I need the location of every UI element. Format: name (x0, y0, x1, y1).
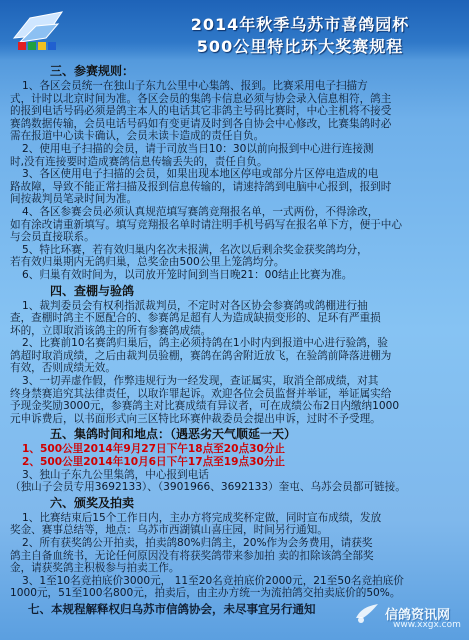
rule-line: 终身禁赛追究其法律责任，以取诈罪起诉。欢迎各位会员监督并举证，举证属实给 (10, 387, 392, 400)
rule-line: 与会员直接联系。 (10, 231, 95, 244)
section-rules-text (10, 80, 462, 282)
rule-line: 间按裁判员笔录时间为准。 (10, 193, 138, 206)
rule-line: 3、1至10名竞拍底价3000元， 11至20名竞拍底价2000元，21至50名竞拍底价 (22, 574, 404, 587)
header-band (0, 0, 469, 60)
rule-line: 元申诉费后，以书面形式向三区特比环赛仲裁委员会提出申诉，过时不予受理。 (10, 412, 381, 425)
rule-line: 若有效归巢期内无鸽归巢，总奖金由500公里上笼鸽均分。 (10, 256, 285, 269)
rule-line: 的报到电话号码必须是鸽主本人的电话其它非鸽主号码比赛时，中心主机将不接受 (10, 105, 392, 118)
schedule-line: 3、独山子东九公里集鸽，中心报到电话 (22, 468, 209, 481)
section-heading-schedule: 五、集鸽时间和地点：（遇恶劣天气顺延一天） (50, 427, 297, 442)
section-awards-text (10, 512, 462, 600)
rule-line: 予现金奖励3000元，参赛鸽主对比赛成绩有异议者，可在成绩公布2日内缴纳1000 (10, 400, 400, 413)
closing-note: 七、本规程解释权归乌苏市信鸽协会，未尽事宜另行通知 (28, 601, 316, 616)
rule-line: 有效，否则成绩无效。 (10, 362, 116, 375)
rule-line: 式，计时以北京时间为准。各区会员的集鸽卡信息必须与协会录入信息相符，鸽主 (10, 92, 392, 105)
rule-line: 4、各区参赛会员必须认真规范填写赛鸽竞翔报名单，一式两份，不得涂改， (22, 205, 379, 218)
rule-line: 鸽超时取消成绩，之后由裁判员验棚，赛鸽在鸽舍附近放飞，在验鸽前降落进棚为 (10, 349, 392, 362)
rule-line: 3、各区使用电子扫描的会员，如果出现本地区停电或部分片区停电造成的电 (22, 168, 379, 181)
watermark-url: www.xxgx.com (393, 620, 461, 630)
section-inspection-text (10, 300, 462, 426)
rules-body (10, 62, 462, 616)
rule-line: 时,没有连接要时造成赛鸽信息传输丢失的，责任自负。 (10, 155, 268, 168)
schedule-line: 2、500公里2014年10月6日下午17点至19点30分止 (22, 456, 286, 469)
rule-line: 奖金、赛事总结等，地点：乌苏市西湖镇山喜庄园，时间另行通知。 (10, 524, 328, 537)
rule-line: 2、使用电子扫描的会员，请于司放当日10：30以前向报到中心进行连接测 (22, 142, 374, 155)
rule-line: 查，查棚时鸽主不愿配合的、参赛鸽足超有人为造成缺损变形的、足环有严重损 (10, 312, 381, 325)
rule-line: 2、所有获奖鸽公开拍卖，拍卖鸽80%归鸽主，20%作为会务费用，请获奖 (22, 537, 373, 549)
rule-line: 鸽主自备血统书，无论任何原因没有将获奖鸽带来参加拍 卖的扣除该鸽全部奖 (10, 549, 374, 562)
rule-line: 6、归巢有效时间为，以司放开笼时间到当日晚21：00结止比赛为准。 (22, 268, 353, 281)
rule-line: 2、比赛前10名赛鸽归巢后，鸽主必须持鸽在1小时内到报道中心进行验鸽，验 (22, 337, 388, 350)
rule-line: 坏的，立即取消该鸽主的所有参赛鸽成绩。 (10, 324, 212, 337)
pigeon-logo-icon (10, 8, 64, 56)
rule-line: 1、各区会员统一在独山子东九公里中心集鸽、报到。比赛采用电子扫描方 (22, 80, 368, 92)
section-heading-inspection: 四、查棚与验鸽 (50, 283, 135, 298)
rule-line: 需在报道中心读卡确认，会员未读卡造成的责任自负。 (10, 130, 265, 143)
schedule-line: 1、500公里2014年9月27日下午18点至20点30分止 (22, 443, 286, 456)
section-heading-awards: 六、颁奖及拍卖 (50, 495, 135, 510)
rule-line: 路故障，导致不能正常扫描及报到信息传输的，请速持鸽到电脑中心报到，报到时 (10, 180, 392, 193)
page-title-line-1: 2014年秋季乌苏市喜鸽园杯 (190, 15, 410, 34)
page-title-line-2: 500公里特比环大奖赛规程 (196, 37, 404, 56)
rule-line: 赛鸽数据传输，会员电话号码如有变更请及时到各自协会中心修改，比赛集鸽时必 (10, 117, 392, 130)
rule-line: 如有涂改请重新填写。填写竞翔报名单时请注明手机号码写在报名单下方，便于中心 (10, 218, 402, 231)
rule-line: 1、比赛结束后15个工作日内，主办方将完成奖杯定做，同时宣布成绩，发放 (22, 511, 382, 524)
section-schedule-text (10, 443, 462, 493)
section-heading-rules: 三、参赛规则： (50, 64, 135, 78)
pigeon-watermark-icon (353, 600, 381, 628)
rule-line: 1000元，51至100名800元，拍卖后，由主办方统一为流拍鸽交拍卖底价的50%。 (10, 587, 401, 600)
rule-line: 金，请获奖鸽主积极参与拍卖工作。 (10, 562, 180, 575)
watermark-title: 信鸽资讯网 (385, 608, 451, 623)
watermark (353, 596, 463, 634)
schedule-line: （独山子会员专用3692133）、（3901966、3692133）奎屯、乌苏会员都可链接。 (10, 481, 406, 494)
rule-line: 1、裁判委员会有权利指派裁判员，不定时对各区协会参赛鸽或鸽棚进行抽 (22, 299, 368, 312)
rule-line: 5、特比环赛，若有效归巢内名次未报满，名次以后剩余奖金获奖鸽均分， (22, 243, 368, 256)
rule-line: 3、一切弄虚作假，作弊违规行为一经发现，查证属实，取消全部成绩，对其 (22, 375, 379, 388)
